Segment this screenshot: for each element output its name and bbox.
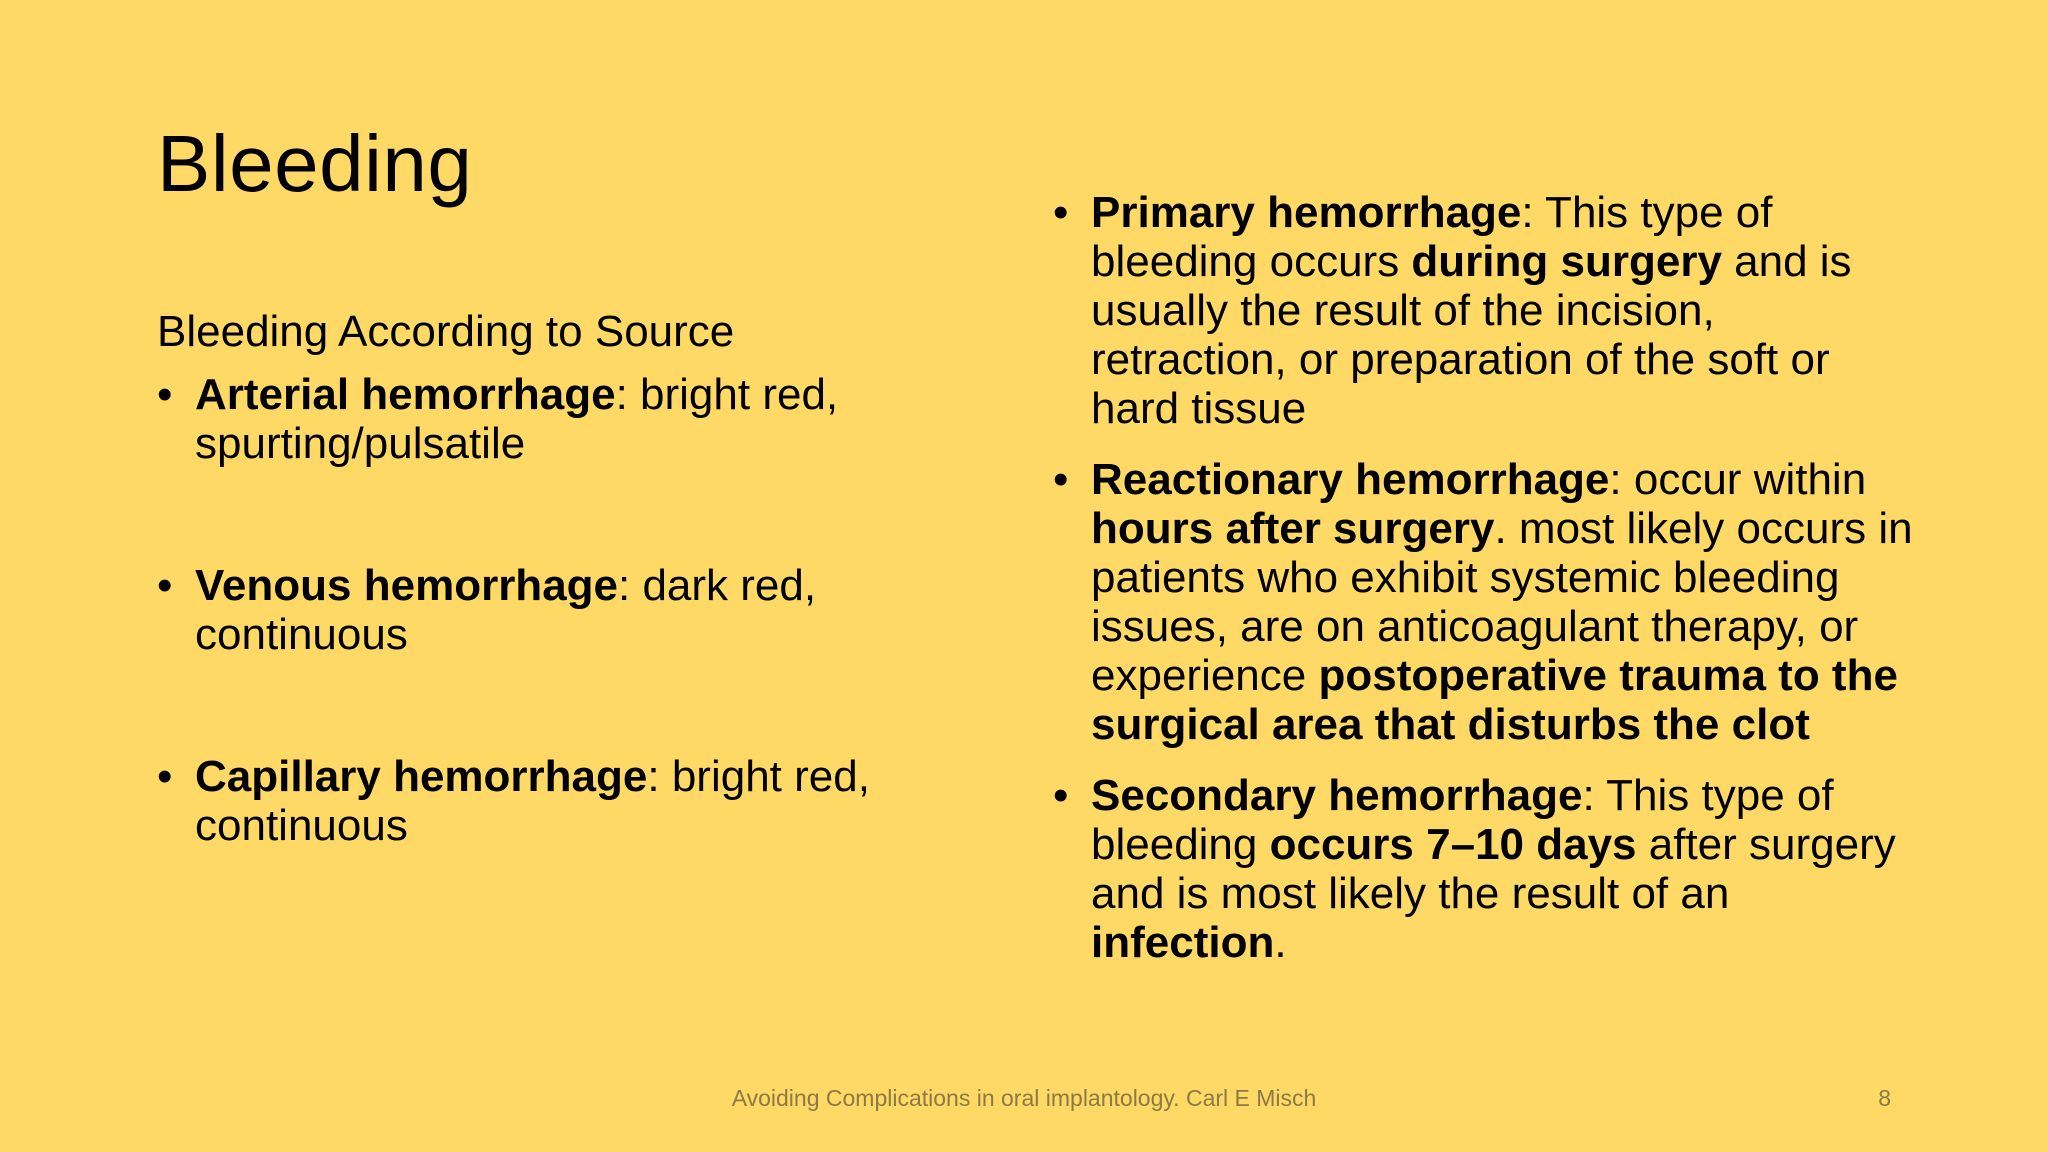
- bullet-term: Arterial hemorrhage: [195, 370, 616, 419]
- bullet-text: : occur within: [1609, 455, 1867, 504]
- bullet-emphasis: postoperative trauma to the surgical area that disturbs the clot: [1091, 651, 1898, 749]
- bullet-text: : dark red, continuous: [195, 561, 817, 659]
- subheading: Bleeding According to Source: [157, 307, 735, 356]
- bullet-text: : bright red, spurting/pulsatile: [195, 370, 839, 468]
- bullet-term: Capillary hemorrhage: [195, 752, 648, 801]
- bullet-capillary: [157, 752, 947, 850]
- footer-citation: Avoiding Complications in oral implantology. Carl E Misch: [731, 1085, 1317, 1111]
- right-column: [1053, 188, 1913, 989]
- timing-bullet-list: [1053, 188, 1913, 967]
- bullet-text: .: [1274, 918, 1287, 967]
- bullet-term: Venous hemorrhage: [195, 561, 619, 610]
- bullet-emphasis: occurs 7–10 days: [1269, 820, 1637, 869]
- bullet-reactionary: [1053, 455, 1913, 749]
- bullet-text: and is usually the result of the incision, retraction, or preparation of the soft or hard tissue: [1091, 237, 1852, 433]
- bullet-text: : This type of bleeding: [1091, 771, 1834, 869]
- page-number: 8: [1878, 1085, 1891, 1111]
- bullet-term: Secondary hemorrhage: [1091, 771, 1583, 820]
- bullet-emphasis: hours after surgery: [1091, 504, 1495, 553]
- left-column: [157, 306, 947, 943]
- bullet-text: : bright red, continuous: [195, 752, 870, 850]
- bullet-text: . most likely occurs in patients who exhibit systemic bleeding issues, are on anticoagulant therapy, or experience: [1091, 504, 1913, 700]
- bullet-text: : This type of bleeding occurs: [1091, 188, 1773, 286]
- bullet-venous: [157, 561, 947, 659]
- bullet-term: Primary hemorrhage: [1091, 188, 1522, 237]
- bullet-text: after surgery and is most likely the result of an: [1091, 820, 1896, 918]
- bullet-secondary: [1053, 771, 1913, 967]
- bullet-emphasis: during surgery: [1411, 237, 1722, 286]
- bullet-primary: [1053, 188, 1913, 433]
- bullet-emphasis: infection: [1091, 918, 1275, 967]
- bullet-term: Reactionary hemorrhage: [1091, 455, 1610, 504]
- source-bullet-list: [157, 370, 947, 850]
- bullet-arterial: [157, 370, 947, 468]
- slide-title: Bleeding: [157, 119, 473, 208]
